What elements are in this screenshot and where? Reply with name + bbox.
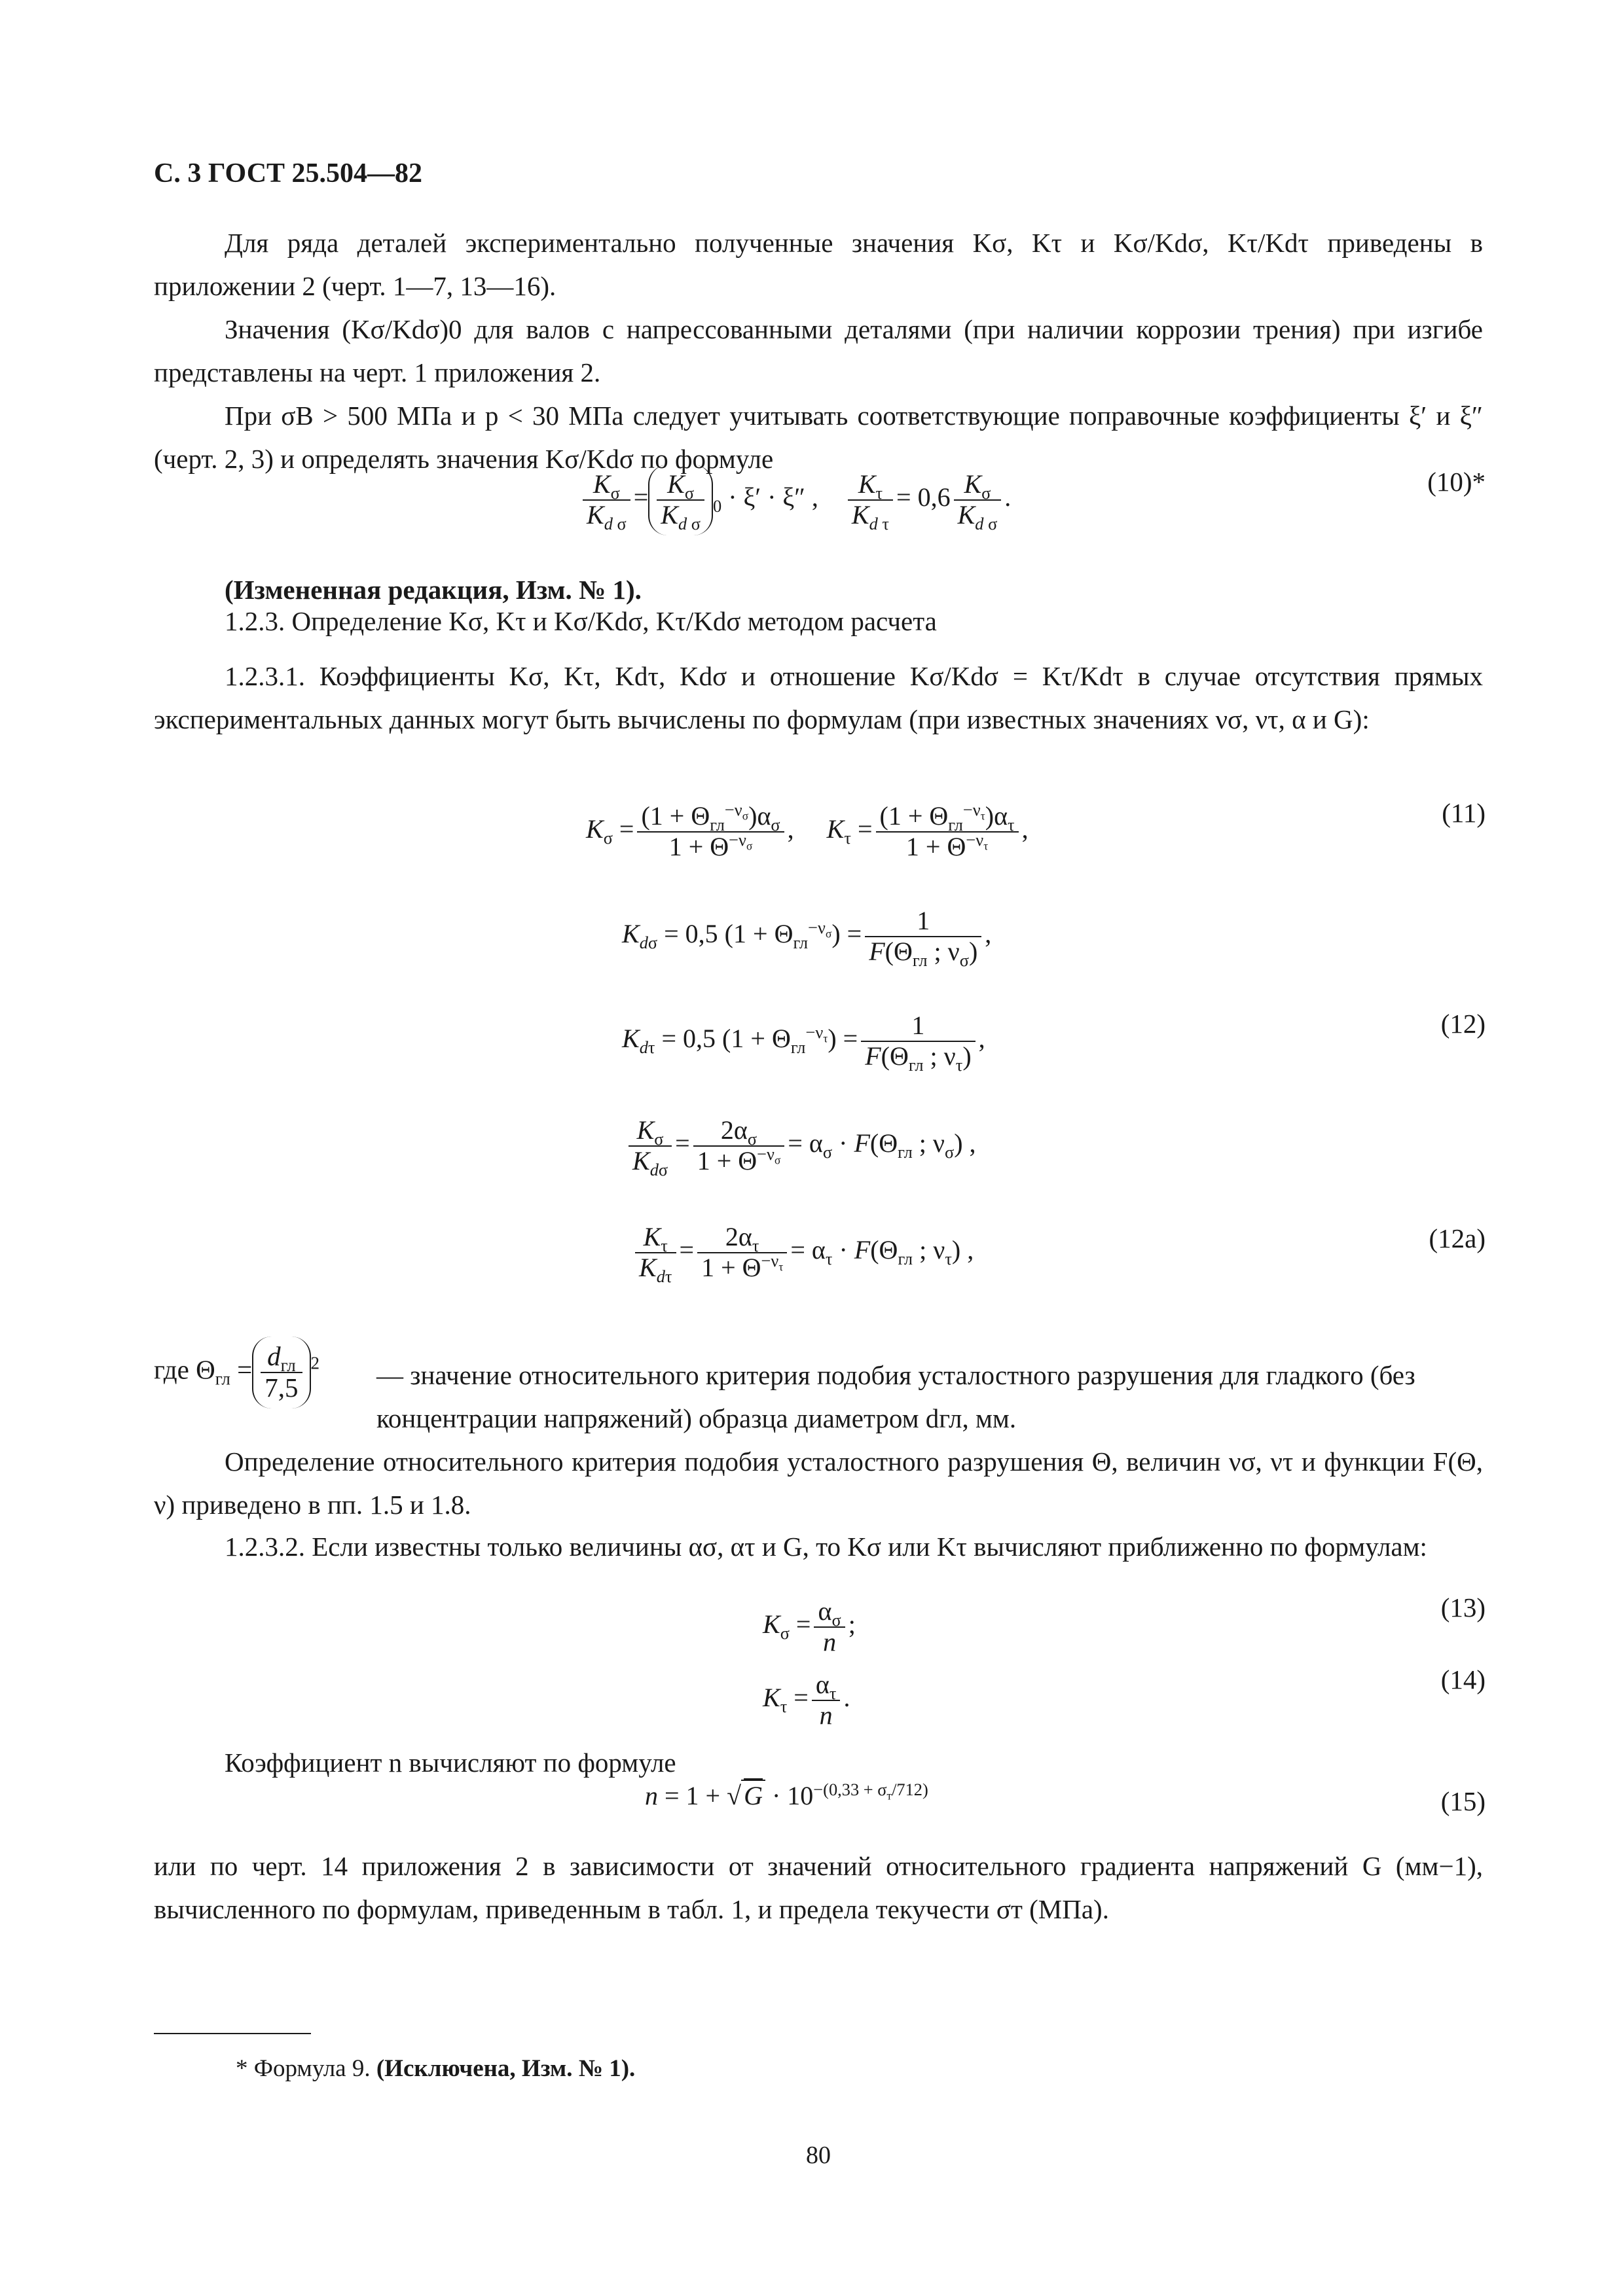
page-header: С. 3 ГОСТ 25.504—82 bbox=[154, 158, 423, 188]
where-theta-formula: где $\Theta_{гл}$ = $d_{гл}$ 7,5 $^2$ bbox=[154, 1336, 319, 1408]
formula-13-number: (13) bbox=[1440, 1592, 1486, 1623]
paragraph-2: Значения (Kσ/Kdσ)0 для валов с напрессованными деталями (при наличии коррозии трения) при изгибе представлены на черт. 1 приложения 2. bbox=[154, 314, 1483, 387]
paragraph-1: Для ряда деталей экспериментально полученные значения Kσ, Kτ и Kσ/Kdσ, Kτ/Kdτ приведены в приложении 2 (черт. 1—7, 13—16). bbox=[154, 228, 1483, 301]
footnote-text: * Формула 9. bbox=[236, 2055, 371, 2082]
formula-kd-sigma: $K_{d\sigma} = 0,5$ $(1 + \Theta_{гл}^{-\nu_\sigma})$ = 1 $F(\Theta_{гл}$ ; $\nu_\sigma$) , bbox=[622, 906, 992, 970]
formula-10: $\frac{K_\sigma}{K_{d \sigma}}$ = $\frac{K_\sigma}{K_{d \sigma}}$ $_0$ · ξ′ · ξ″ , $\frac{K_\tau}{K_{d \tau}}$ = 0,6 $\frac{K_\sigma}{K_{d \sigma}}$ . bbox=[579, 465, 1011, 535]
formula-12-number: (12) bbox=[1440, 1009, 1486, 1039]
footnote-bold: (Исключена, Изм. № 1). bbox=[376, 2055, 636, 2082]
footnote-rule bbox=[154, 2033, 311, 2034]
change-note: (Измененная редакция, Изм. № 1). bbox=[225, 575, 642, 605]
where-text: — значение относительного критерия подобия усталостного разрушения для гладкого (без концентрации напряжений) образца диаметром dгл, мм. bbox=[376, 1360, 1415, 1433]
formula-11-number: (11) bbox=[1442, 798, 1486, 828]
formula-12a-number: (12a) bbox=[1429, 1223, 1486, 1253]
formula-13: $K_\sigma$ = $\frac{\alpha_\sigma}{n}$ ; bbox=[763, 1596, 856, 1657]
section-1-2-3: 1.2.3. Определение Kσ, Kτ и Kσ/Kdσ, Kτ/Kdσ методом расчета bbox=[225, 606, 937, 636]
section-1-2-3-2: 1.2.3.2. Если известны только величины ασ, ατ и G, то Kσ или Kτ вычисляют приближенно по формулам: bbox=[225, 1532, 1427, 1562]
paragraph-definition: Определение относительного критерия подобия усталостного разрушения Θ, величин νσ, ντ и функции F(Θ, ν) приведено в пп. 1.5 и 1.8. bbox=[154, 1446, 1483, 1520]
footnote bbox=[236, 2047, 1565, 2090]
formula-15-number: (15) bbox=[1440, 1786, 1486, 1816]
page-number: 80 bbox=[806, 2142, 831, 2169]
formula-12: $K_{d\tau} = 0,5$ $(1 + \Theta_{гл}^{-\nu_\tau})$ = 1 $F(\Theta_{гл}$ ; $\nu_\tau$) , bbox=[622, 1011, 985, 1075]
formula-10-number: (10)* bbox=[1427, 467, 1486, 497]
formula-11: $K_\sigma$ = $(1 + \Theta_{гл}^{-\nu_\sigma})\alpha_\sigma$ $1 + \Theta^{-\nu_\sigma}$ , $K_\tau$ = $(1 + \Theta_{гл}^{-\nu_\tau})\alpha_\tau$ $1 + \Theta^{-\nu_\tau}$ , bbox=[586, 799, 1029, 861]
formula-14: $K_\tau$ = $\frac{\alpha_\tau}{n}$ . bbox=[763, 1670, 850, 1730]
formula-ratio-sigma: $K_\sigma$ $K_{d\sigma}$ = $\frac{2\alpha_\sigma}{1 + \Theta^{-\nu_\sigma}}$ = $\alpha_\sigma \cdot F(\Theta_{гл}$ ; $\nu_\sigma$) , bbox=[625, 1116, 976, 1176]
section-1-2-3-1: 1.2.3.1. Коэффициенты Kσ, Kτ, Kdτ, Kdσ и отношение Kσ/Kdσ = Kτ/Kdτ в случае отсутствия прямых экспериментальных данных могут быть вычислены по формулам (при известных значениях νσ, ντ, α и G): bbox=[154, 661, 1483, 734]
formula-12a: $K_\tau$ $K_{d\tau}$ = $\frac{2\alpha_\tau}{1 + \Theta^{-\nu_\tau}}$ = $\alpha_\tau \cdot F(\Theta_{гл}$ ; $\nu_\tau$) , bbox=[632, 1223, 974, 1283]
formula-14-number: (14) bbox=[1440, 1664, 1486, 1695]
formula-15: n = 1 + √ $G \cdot 10^{-(0,33 + \sigma_т/712)}$ bbox=[645, 1779, 928, 1810]
paragraph-chert: или по черт. 14 приложения 2 в зависимости от значений относительного градиента напряжений G (мм−1), вычисленного по формулам, приведенным в табл. 1, и предела текучести σт (МПа). bbox=[154, 1851, 1483, 1924]
paragraph-3: При σВ > 500 МПа и p < 30 МПа следует учитывать соответствующие поправочные коэффициенты ξ′ и ξ″ (черт. 2, 3) и определять значения Kσ/Kdσ по формуле bbox=[154, 401, 1483, 474]
paragraph-coefficient-n: Коэффициент n вычисляют по формуле bbox=[225, 1748, 676, 1778]
